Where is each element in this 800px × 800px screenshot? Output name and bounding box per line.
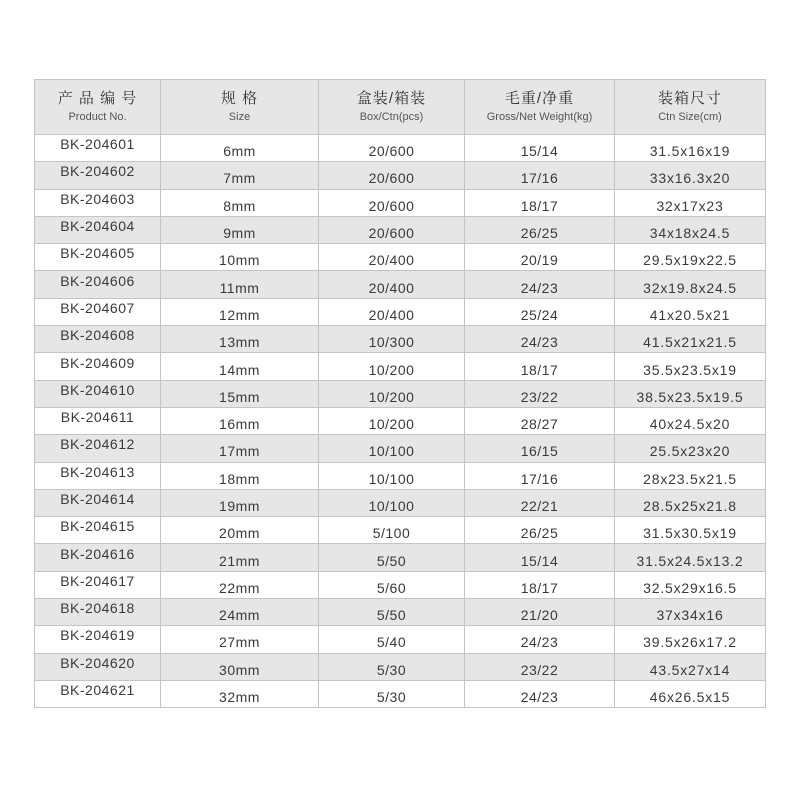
ctn-size-cell	[615, 162, 766, 189]
box-ctn-cell-text: 10/200	[368, 388, 415, 405]
product-no-cell-text: BK-204605	[60, 245, 135, 262]
size-cell	[161, 189, 319, 216]
table-row	[35, 189, 766, 216]
product-no-cell	[35, 189, 161, 216]
weight-cell-text: 26/25	[520, 525, 559, 542]
weight-cell	[465, 135, 615, 162]
weight-cell-text: 20/19	[520, 252, 559, 269]
weight-cell	[465, 407, 615, 434]
size-cell	[161, 544, 319, 571]
ctn-size-cell	[615, 353, 766, 380]
size-cell	[161, 407, 319, 434]
box-ctn-cell	[319, 489, 465, 516]
ctn-size-cell	[615, 462, 766, 489]
product-no-cell	[35, 380, 161, 407]
product-no-cell-text: BK-204612	[60, 436, 135, 453]
size-cell-text: 20mm	[219, 525, 260, 542]
product-no-cell	[35, 517, 161, 544]
weight-cell-text: 17/16	[520, 470, 559, 487]
ctn-size-cell-text: 32x17x23	[656, 197, 724, 214]
product-no-cell-text: BK-204604	[60, 218, 135, 235]
ctn-size-cell	[615, 571, 766, 598]
box-ctn-cell	[319, 517, 465, 544]
box-ctn-cell-text: 5/50	[376, 552, 407, 569]
header-row	[35, 80, 766, 135]
product-no-cell-text: BK-204611	[60, 409, 135, 426]
weight-cell-text: 25/24	[520, 306, 559, 323]
ctn-size-cell-text: 35.5x23.5x19	[643, 361, 737, 378]
size-cell	[161, 353, 319, 380]
ctn-size-cell	[615, 244, 766, 271]
size-cell-text: 11mm	[219, 279, 260, 296]
weight-cell	[465, 680, 615, 707]
table-row	[35, 135, 766, 162]
size-cell-text: 22mm	[219, 579, 260, 596]
ctn-size-cell-text: 32x19.8x24.5	[643, 279, 737, 296]
box-ctn-cell-text: 5/40	[376, 634, 407, 651]
header-weight-en: Gross/Net Weight(kg)	[486, 110, 593, 123]
size-cell	[161, 326, 319, 353]
ctn-size-cell	[615, 326, 766, 353]
weight-cell	[465, 326, 615, 353]
product-no-cell-text: BK-204609	[60, 354, 135, 371]
product-no-cell	[35, 462, 161, 489]
ctn-size-cell-text: 34x18x24.5	[649, 225, 731, 242]
product-no-cell-text: BK-204620	[60, 654, 135, 671]
product-no-cell	[35, 626, 161, 653]
box-ctn-cell-text: 10/100	[368, 498, 415, 514]
box-ctn-cell-text: 5/30	[376, 661, 407, 678]
size-cell-text: 10mm	[219, 252, 260, 269]
weight-cell-text: 21/20	[520, 607, 559, 624]
size-cell	[161, 162, 319, 189]
ctn-size-cell-text: 38.5x23.5x19.5	[636, 388, 744, 405]
ctn-size-cell	[615, 653, 766, 680]
ctn-size-cell-text: 25.5x23x20	[649, 443, 731, 460]
product-no-cell	[35, 244, 161, 271]
product-no-cell	[35, 326, 161, 353]
weight-cell	[465, 544, 615, 571]
box-ctn-cell-text: 20/600	[368, 197, 415, 214]
size-cell-text: 6mm	[223, 143, 256, 160]
ctn-size-cell-text: 31.5x16x19	[649, 143, 731, 160]
product-no-cell-text: BK-204618	[60, 600, 135, 617]
table-row	[35, 244, 766, 271]
box-ctn-cell-text: 20/600	[368, 143, 415, 160]
size-cell	[161, 462, 319, 489]
table-row	[35, 353, 766, 380]
box-ctn-cell	[319, 271, 465, 298]
product-no-cell	[35, 489, 161, 516]
size-cell-text: 21mm	[219, 552, 260, 569]
weight-cell-text: 24/23	[520, 334, 559, 351]
weight-cell	[465, 489, 615, 516]
box-ctn-cell	[319, 189, 465, 216]
weight-cell-text: 23/22	[520, 388, 559, 405]
box-ctn-cell	[319, 216, 465, 243]
weight-cell-text: 15/14	[520, 552, 559, 569]
table-row	[35, 626, 766, 653]
table-row	[35, 326, 766, 353]
size-cell-text: 9mm	[223, 225, 256, 242]
box-ctn-cell-text: 20/400	[368, 252, 415, 269]
box-ctn-cell	[319, 571, 465, 598]
table-row	[35, 462, 766, 489]
ctn-size-cell	[615, 626, 766, 653]
ctn-size-cell	[615, 271, 766, 298]
ctn-size-cell-text: 39.5x26x17.2	[643, 634, 737, 651]
size-cell	[161, 380, 319, 407]
ctn-size-cell-text: 31.5x30.5x19	[643, 525, 737, 542]
size-cell-text: 30mm	[219, 661, 260, 678]
weight-cell	[465, 244, 615, 271]
table-header	[35, 80, 766, 135]
table-row	[35, 407, 766, 434]
size-cell	[161, 244, 319, 271]
box-ctn-cell	[319, 653, 465, 680]
header-size-en: Size	[228, 110, 251, 123]
weight-cell	[465, 216, 615, 243]
table-body	[35, 135, 766, 708]
box-ctn-cell	[319, 380, 465, 407]
header-ctn-size-cn: 装箱尺寸	[657, 89, 722, 107]
size-cell-text: 8mm	[223, 197, 256, 214]
table-row	[35, 162, 766, 189]
size-cell	[161, 435, 319, 462]
table-row	[35, 271, 766, 298]
weight-cell	[465, 435, 615, 462]
ctn-size-cell	[615, 544, 766, 571]
weight-cell-text: 23/22	[520, 661, 559, 678]
size-cell	[161, 599, 319, 626]
box-ctn-cell	[319, 599, 465, 626]
size-cell-text: 17mm	[219, 443, 260, 460]
table-row	[35, 298, 766, 325]
product-no-cell-text: BK-204616	[60, 545, 135, 562]
box-ctn-cell	[319, 462, 465, 489]
ctn-size-cell	[615, 599, 766, 626]
ctn-size-cell-text: 41.5x21x21.5	[643, 334, 737, 351]
box-ctn-cell-text: 20/600	[368, 225, 415, 242]
size-cell-text: 32mm	[219, 689, 260, 706]
ctn-size-cell	[615, 407, 766, 434]
header-box-ctn-cn: 盒装/箱装	[356, 89, 427, 107]
ctn-size-cell-text: 46x26.5x15	[649, 689, 731, 706]
box-ctn-cell-text: 20/400	[368, 306, 415, 323]
table-row	[35, 571, 766, 598]
header-ctn-size	[615, 80, 766, 135]
product-no-cell-text: BK-204614	[60, 491, 135, 507]
weight-cell	[465, 189, 615, 216]
weight-cell-text: 18/17	[520, 361, 559, 378]
product-no-cell-text: BK-204606	[60, 272, 135, 289]
size-cell-text: 18mm	[219, 470, 260, 487]
product-no-cell	[35, 135, 161, 162]
box-ctn-cell	[319, 544, 465, 571]
product-no-cell-text: BK-204621	[60, 682, 135, 699]
weight-cell	[465, 298, 615, 325]
weight-cell	[465, 571, 615, 598]
product-no-cell	[35, 216, 161, 243]
weight-cell-text: 22/21	[520, 498, 559, 514]
size-cell	[161, 626, 319, 653]
header-size-cn: 规 格	[220, 89, 259, 107]
table-row	[35, 544, 766, 571]
product-no-cell-text: BK-204610	[60, 381, 135, 398]
header-box-ctn-en: Box/Ctn(pcs)	[359, 110, 424, 123]
ctn-size-cell	[615, 189, 766, 216]
size-cell-text: 7mm	[223, 170, 256, 187]
ctn-size-cell-text: 41x20.5x21	[649, 306, 731, 323]
weight-cell	[465, 162, 615, 189]
box-ctn-cell	[319, 680, 465, 707]
table-row	[35, 599, 766, 626]
product-no-cell	[35, 599, 161, 626]
product-no-cell	[35, 435, 161, 462]
ctn-size-cell-text: 40x24.5x20	[649, 416, 731, 433]
table-row	[35, 680, 766, 707]
weight-cell	[465, 380, 615, 407]
table-row	[35, 489, 766, 516]
weight-cell	[465, 271, 615, 298]
box-ctn-cell	[319, 435, 465, 462]
spec-table	[34, 79, 766, 708]
box-ctn-cell-text: 10/100	[368, 443, 415, 460]
size-cell	[161, 489, 319, 516]
ctn-size-cell-text: 31.5x24.5x13.2	[636, 552, 744, 569]
box-ctn-cell-text: 5/30	[376, 689, 407, 706]
ctn-size-cell-text: 32.5x29x16.5	[643, 579, 737, 596]
weight-cell-text: 26/25	[520, 225, 559, 242]
product-no-cell	[35, 544, 161, 571]
ctn-size-cell	[615, 216, 766, 243]
header-weight-cn: 毛重/净重	[504, 89, 575, 107]
product-no-cell	[35, 298, 161, 325]
size-cell-text: 27mm	[219, 634, 260, 651]
size-cell-text: 12mm	[219, 306, 260, 323]
size-cell-text: 19mm	[219, 498, 260, 514]
size-cell-text: 16mm	[219, 416, 260, 433]
box-ctn-cell	[319, 298, 465, 325]
weight-cell-text: 24/23	[520, 279, 559, 296]
header-ctn-size-en: Ctn Size(cm)	[658, 110, 722, 123]
weight-cell-text: 18/17	[520, 579, 559, 596]
ctn-size-cell-text: 29.5x19x22.5	[643, 252, 737, 269]
product-no-cell-text: BK-204617	[60, 572, 135, 589]
size-cell	[161, 298, 319, 325]
weight-cell	[465, 517, 615, 544]
product-no-cell	[35, 571, 161, 598]
box-ctn-cell-text: 20/400	[368, 279, 415, 296]
header-product-no-en: Product No.	[68, 110, 127, 123]
weight-cell-text: 15/14	[520, 143, 559, 160]
size-cell	[161, 271, 319, 298]
product-no-cell	[35, 162, 161, 189]
header-product-no	[35, 80, 161, 135]
ctn-size-cell-text: 33x16.3x20	[649, 170, 731, 187]
product-no-cell-text: BK-204603	[60, 190, 135, 207]
table-row	[35, 653, 766, 680]
box-ctn-cell	[319, 135, 465, 162]
ctn-size-cell-text: 37x34x16	[656, 607, 724, 624]
box-ctn-cell-text: 5/60	[376, 579, 407, 596]
size-cell	[161, 653, 319, 680]
size-cell-text: 15mm	[219, 388, 260, 405]
size-cell	[161, 517, 319, 544]
product-no-cell-text: BK-204608	[60, 327, 135, 344]
weight-cell	[465, 653, 615, 680]
table-row	[35, 517, 766, 544]
weight-cell	[465, 462, 615, 489]
header-weight	[465, 80, 615, 135]
product-no-cell	[35, 407, 161, 434]
product-no-cell-text: BK-204602	[60, 163, 135, 180]
ctn-size-cell-text: 28.5x25x21.8	[643, 498, 737, 514]
box-ctn-cell	[319, 326, 465, 353]
product-no-cell	[35, 680, 161, 707]
product-no-cell-text: BK-204601	[60, 136, 135, 153]
weight-cell-text: 16/15	[520, 443, 559, 460]
size-cell	[161, 216, 319, 243]
weight-cell-text: 24/23	[520, 689, 559, 706]
size-cell	[161, 680, 319, 707]
table-row	[35, 216, 766, 243]
weight-cell	[465, 599, 615, 626]
box-ctn-cell	[319, 407, 465, 434]
weight-cell-text: 17/16	[520, 170, 559, 187]
header-box-ctn	[319, 80, 465, 135]
box-ctn-cell	[319, 162, 465, 189]
box-ctn-cell	[319, 244, 465, 271]
box-ctn-cell-text: 10/300	[368, 334, 415, 351]
product-no-cell-text: BK-204607	[60, 299, 135, 316]
size-cell-text: 24mm	[219, 607, 260, 624]
table-row	[35, 435, 766, 462]
product-no-cell	[35, 271, 161, 298]
product-no-cell-text: BK-204615	[60, 518, 135, 535]
product-no-cell	[35, 353, 161, 380]
ctn-size-cell	[615, 680, 766, 707]
header-product-no-cn: 产 品 编 号	[57, 89, 138, 107]
ctn-size-cell-text: 28x23.5x21.5	[643, 470, 737, 487]
size-cell-text: 13mm	[219, 334, 260, 351]
size-cell	[161, 571, 319, 598]
weight-cell-text: 18/17	[520, 197, 559, 214]
box-ctn-cell	[319, 353, 465, 380]
ctn-size-cell-text: 43.5x27x14	[649, 661, 731, 678]
weight-cell	[465, 626, 615, 653]
size-cell	[161, 135, 319, 162]
header-size	[161, 80, 319, 135]
weight-cell-text: 24/23	[520, 634, 559, 651]
ctn-size-cell	[615, 489, 766, 516]
size-cell-text: 14mm	[219, 361, 260, 378]
box-ctn-cell-text: 5/50	[376, 607, 407, 624]
weight-cell	[465, 353, 615, 380]
product-no-cell-text: BK-204613	[60, 463, 135, 480]
ctn-size-cell	[615, 380, 766, 407]
box-ctn-cell-text: 10/100	[368, 470, 415, 487]
ctn-size-cell	[615, 435, 766, 462]
ctn-size-cell	[615, 135, 766, 162]
box-ctn-cell	[319, 626, 465, 653]
weight-cell-text: 28/27	[520, 416, 559, 433]
ctn-size-cell	[615, 517, 766, 544]
ctn-size-cell	[615, 298, 766, 325]
product-no-cell-text: BK-204619	[60, 627, 135, 644]
box-ctn-cell-text: 10/200	[368, 361, 415, 378]
box-ctn-cell-text: 20/600	[368, 170, 415, 187]
box-ctn-cell-text: 10/200	[368, 416, 415, 433]
product-no-cell	[35, 653, 161, 680]
box-ctn-cell-text: 5/100	[372, 525, 411, 542]
table-row	[35, 380, 766, 407]
